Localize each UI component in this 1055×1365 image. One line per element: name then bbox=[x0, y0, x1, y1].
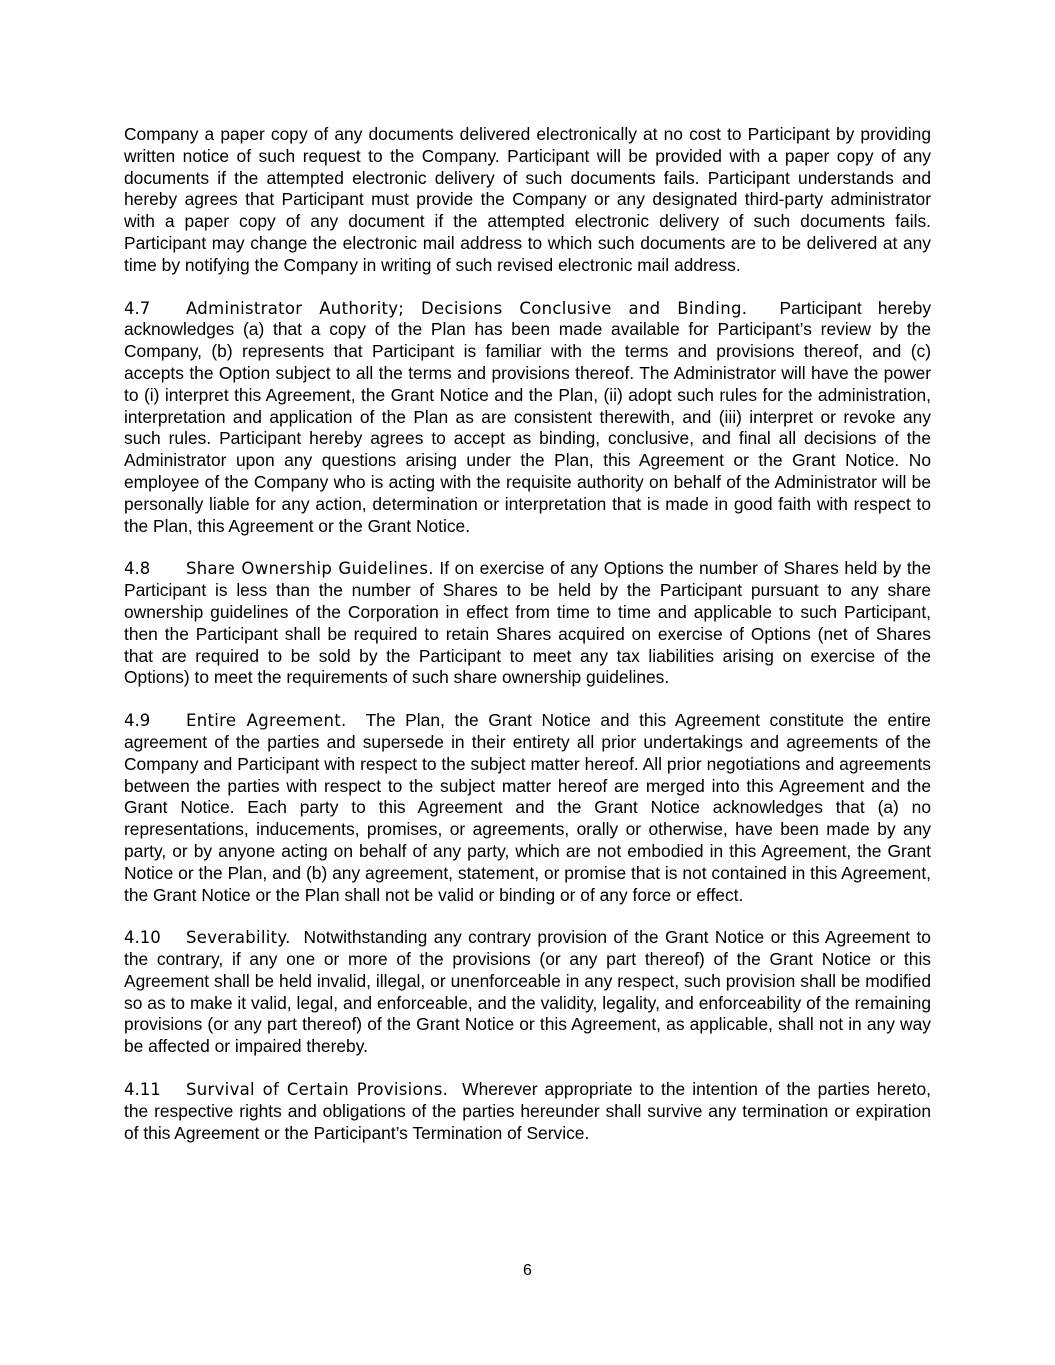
section-heading: Administrator Authority; Decisions Conclusive and Binding. bbox=[186, 298, 748, 318]
section-heading: Severability. bbox=[186, 928, 291, 948]
section-number: 4.8 bbox=[124, 559, 151, 579]
section-heading: Entire Agreement. bbox=[186, 711, 347, 731]
section-4-11 bbox=[124, 1079, 931, 1144]
section-4-7 bbox=[124, 298, 931, 538]
section-number: 4.7 bbox=[124, 298, 151, 318]
section-4-9 bbox=[124, 710, 931, 906]
section-text: Participant hereby acknowledges (a) that a copy of the Plan has been made available for Participant’s review by the Company, (b) represents that Participant is familiar with the terms and provisions thereof, and (c) accepts the Option subject to all the terms and provisions thereof. The Administrator will have the power to (i) interpret this Agreement, the Grant Notice and the Plan, (ii) adopt such rules for the administration, interpretation and application of the Plan as are consistent therewith, and (iii) interpret or revoke any such rules. Participant hereby agrees to accept as binding, conclusive, and final all decisions of the Administrator upon any questions arising under the Plan, this Agreement or the Grant Notice. No employee of the Company who is acting with the requisite authority on behalf of the Administrator will be personally liable for any action, determination or interpretation that is made in good faith with respect to the Plan, this Agreement or the Grant Notice. bbox=[124, 297, 932, 536]
section-4-8 bbox=[124, 558, 931, 689]
section-heading: Share Ownership Guidelines. bbox=[186, 559, 434, 579]
continuation-paragraph: Company a paper copy of any documents delivered electronically at no cost to Participant by providing written notice of such request to the Company. Participant will be provided with a paper copy of any documents if the attempted electronic delivery of such documents fails. Participant understands and hereby agrees that Participant must provide the Company or any designated third-party administrator with a paper copy of any document if the attempted electronic delivery of such documents fails. Participant may change the electronic mail address to which such documents are to be delivered at any time by notifying the Company in writing of such revised electronic mail address. bbox=[124, 124, 931, 275]
section-4-10 bbox=[124, 927, 931, 1058]
page-number: 6 bbox=[523, 1262, 532, 1279]
section-number: 4.10 bbox=[124, 928, 161, 948]
section-text: Notwithstanding any contrary provision of the Grant Notice or this Agreement to the contrary, if any one or more of the provisions (or any part thereof) of the Grant Notice or this Agreement shall be held invalid, illegal, or unenforceable in any respect, such provision shall be modified so as to make it valid, legal, and enforceable, and the validity, legality, and enforceability of the remaining provisions (or any part thereof) of the Grant Notice or this Agreement, as applicable, shall not in any way be affected or impaired thereby. bbox=[124, 927, 931, 1057]
section-text: The Plan, the Grant Notice and this Agreement constitute the entire agreement of the parties and supersede in their entirety all prior undertakings and agreements of the Company and Participant with respect to the subject matter hereof. All prior negotiations and agreements between the parties with respect to the subject matter hereof are merged into this Agreement and the Grant Notice. Each party to this Agreement and the Grant Notice acknowledges that (a) no representations, inducements, promises, or agreements, orally or otherwise, have been made by any party, or by anyone acting on behalf of any party, which are not embodied in this Agreement, the Grant Notice or the Plan, and (b) any agreement, statement, or promise that is not contained in this Agreement, the Grant Notice or the Plan shall not be valid or binding or of any force or effect. bbox=[124, 710, 931, 905]
section-heading: Survival of Certain Provisions. bbox=[186, 1080, 449, 1100]
document-body bbox=[124, 124, 931, 1165]
section-text: Wherever appropriate to the intention of the parties hereto, the respective rights and obligations of the parties hereunder shall survive any termination or expiration of this Agreement or the Participant’s Termination of Service. bbox=[124, 1079, 931, 1143]
section-number: 4.11 bbox=[124, 1080, 161, 1100]
section-text: If on exercise of any Options the number of Shares held by the Participant is less than the number of Shares to be held by the Participant pursuant to any share ownership guidelines of the Corporation in effect from time to time and applicable to such Participant, then the Participant shall be required to retain Shares acquired on exercise of Options (net of Shares that are required to be sold by the Participant to meet any tax liabilities arising on exercise of the Options) to meet the requirements of such share ownership guidelines. bbox=[124, 558, 931, 688]
section-number: 4.9 bbox=[124, 711, 151, 731]
